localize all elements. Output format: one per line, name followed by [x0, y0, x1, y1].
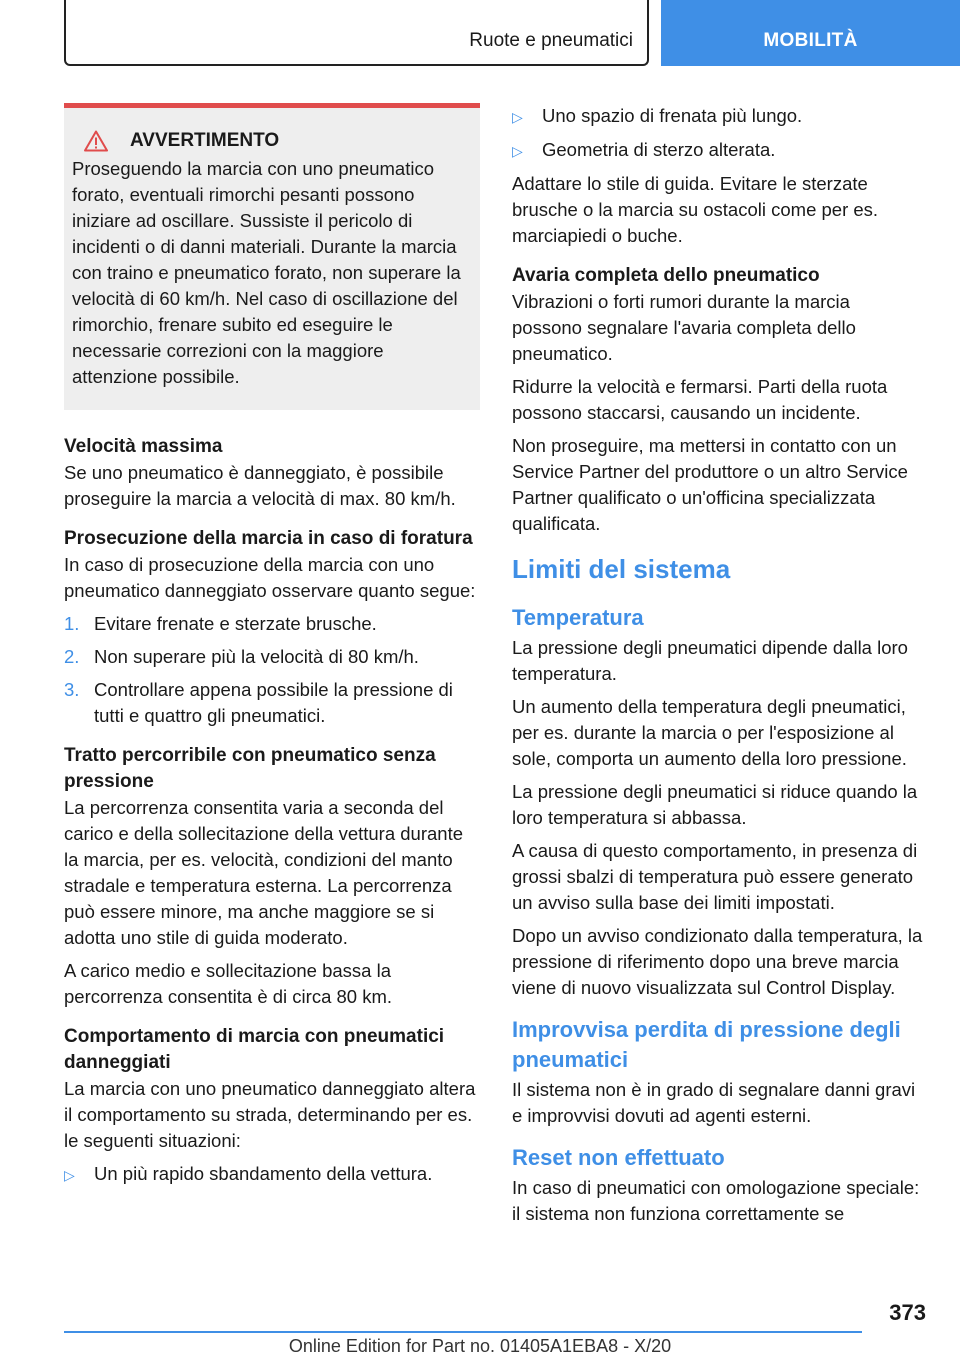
list-item: [512, 137, 924, 164]
avaria-text-1: Vibrazioni o forti rumori durante la marcia possono segnalare l'avaria completa dello pneumatico.: [512, 291, 856, 364]
perdita-text: Il sistema non è in grado di segnalare danni gravi e improvvisi dovuti ad agenti esterni.: [512, 1079, 916, 1126]
edition-footer: Online Edition for Part no. 01405A1EBA8 - X/20: [288, 1336, 672, 1356]
step-number: 1.: [64, 613, 80, 634]
triangle-bullet-icon: ▷: [512, 109, 523, 125]
warning-triangle-icon: [84, 130, 108, 152]
warning-text: Proseguendo la marcia con uno pneumatico forato, eventuali rimorchi pesanti possono iniziare ad oscillare. Sussiste il pericolo di incidenti o di danni materiali. Durante la marcia con traino e pneumatico forato, non superare la velocità di 60 km/h. Nel caso di oscillazione del rimorchio, frenare subito ed eseguire le necessarie correzioni con la maggiore attenzione possibile.: [72, 158, 461, 387]
left-column: [64, 103, 480, 1202]
step-text: Evitare frenate e sterzate brusche.: [94, 613, 377, 634]
list-item: [64, 644, 480, 670]
triangle-bullet-icon: ▷: [64, 1167, 75, 1183]
section-comportamento: [64, 1024, 480, 1188]
limiti-heading: Limiti del sistema: [512, 554, 731, 584]
chapter-title: Ruote e pneumatici: [64, 0, 649, 66]
bullet-text: Geometria di sterzo alterata.: [542, 139, 776, 160]
step-number: 3.: [64, 679, 80, 700]
section-avaria: [512, 263, 924, 537]
section-temperatura: [512, 635, 924, 1001]
temperatura-text-4: A causa di questo comportamento, in presenza di grossi sbalzi di temperatura può essere generato un avviso sulla base dei limiti impostati.: [512, 840, 918, 913]
avaria-text-2: Ridurre la velocità e fermarsi. Parti della ruota possono staccarsi, causando un incidente.: [512, 376, 888, 423]
section-perdita: [512, 1077, 924, 1129]
section-tab[interactable]: MOBILITÀ: [661, 0, 960, 66]
effects-list-continued: [512, 103, 924, 164]
perdita-heading: Improvvisa perdita di pressione degli pneumatici: [512, 1017, 901, 1072]
warning-box: [64, 103, 480, 410]
page-header: [0, 0, 960, 66]
vmax-text: Se uno pneumatico è danneggiato, è possibile proseguire la marcia a velocità di max. 80 km/h.: [64, 462, 456, 509]
temperatura-text-1: La pressione degli pneumatici dipende dalla loro temperatura.: [512, 637, 908, 684]
step-text: Non superare più la velocità di 80 km/h.: [94, 646, 419, 667]
step-number: 2.: [64, 646, 80, 667]
section-prosecuzione: [64, 526, 480, 729]
list-item: [512, 103, 924, 130]
warning-title: AVVERTIMENTO: [130, 130, 280, 151]
right-column: [512, 103, 924, 1234]
reset-text: In caso di pneumatici con omologazione speciale: il sistema non funziona correttamente se: [512, 1177, 920, 1224]
step-text: Controllare appena possibile la pressione di tutti e quattro gli pneumatici.: [94, 679, 453, 726]
steps-list: [64, 611, 480, 729]
vmax-heading: Velocità massima: [64, 436, 223, 457]
comportamento-heading: Comportamento di marcia con pneumatici danneggiati: [64, 1026, 445, 1073]
prosecuzione-heading: Prosecuzione della marcia in caso di foratura: [64, 528, 473, 549]
temperatura-text-2: Un aumento della temperatura degli pneumatici, per es. durante la marcia o per l'esposizione al sole, comporta un aumento della loro pressione.: [512, 696, 907, 769]
effects-list: [64, 1161, 480, 1188]
list-item: [64, 677, 480, 729]
bullet-text: Uno spazio di frenata più lungo.: [542, 105, 803, 126]
temperatura-text-3: La pressione degli pneumatici si riduce quando la loro temperatura si abbassa.: [512, 781, 918, 828]
bullet-text: Un più rapido sbandamento della vettura.: [94, 1163, 433, 1184]
tratto-text-2: A carico medio e sollecitazione bassa la percorrenza consentita è di circa 80 km.: [64, 960, 393, 1007]
prosecuzione-text: In caso di prosecuzione della marcia con uno pneumatico danneggiato osservare quanto segue:: [64, 554, 476, 601]
reset-heading: Reset non effettuato: [512, 1145, 725, 1170]
triangle-bullet-icon: ▷: [512, 143, 523, 159]
temperatura-text-5: Dopo un avviso condizionato dalla temperatura, la pressione di riferimento dopo una breve marcia viene di nuovo visualizzata sul Control Display.: [512, 925, 923, 998]
section-vmax: [64, 434, 480, 512]
footer-divider: [64, 1331, 862, 1333]
comportamento-text: La marcia con uno pneumatico danneggiato altera il comportamento su strada, determinando per es. le seguenti situazioni:: [64, 1078, 476, 1151]
list-item: [64, 1161, 480, 1188]
adattare-text: Adattare lo stile di guida. Evitare le sterzate brusche o la marcia su ostacoli come per es. marciapiedi o buche.: [512, 173, 879, 246]
tratto-heading: Tratto percorribile con pneumatico senza pressione: [64, 745, 436, 792]
tratto-text-1: La percorrenza consentita varia a seconda del carico e della sollecitazione della vettura durante la marcia, per es. velocità, condizioni del manto stradale e temperatura esterna. La percorrenza può essere minore, ma anche maggiore se si adotta uno stile di guida moderato.: [64, 797, 464, 948]
temperatura-heading: Temperatura: [512, 605, 644, 630]
avaria-heading: Avaria completa dello pneumatico: [512, 265, 820, 286]
warning-header: [72, 128, 472, 154]
section-tratto: [64, 743, 480, 1010]
list-item: [64, 611, 480, 637]
page-number: 373: [889, 1300, 926, 1325]
avaria-text-3: Non proseguire, ma mettersi in contatto con un Service Partner del produttore o un altro Service Partner qualificato o un'officina specializzata qualificata.: [512, 435, 908, 534]
